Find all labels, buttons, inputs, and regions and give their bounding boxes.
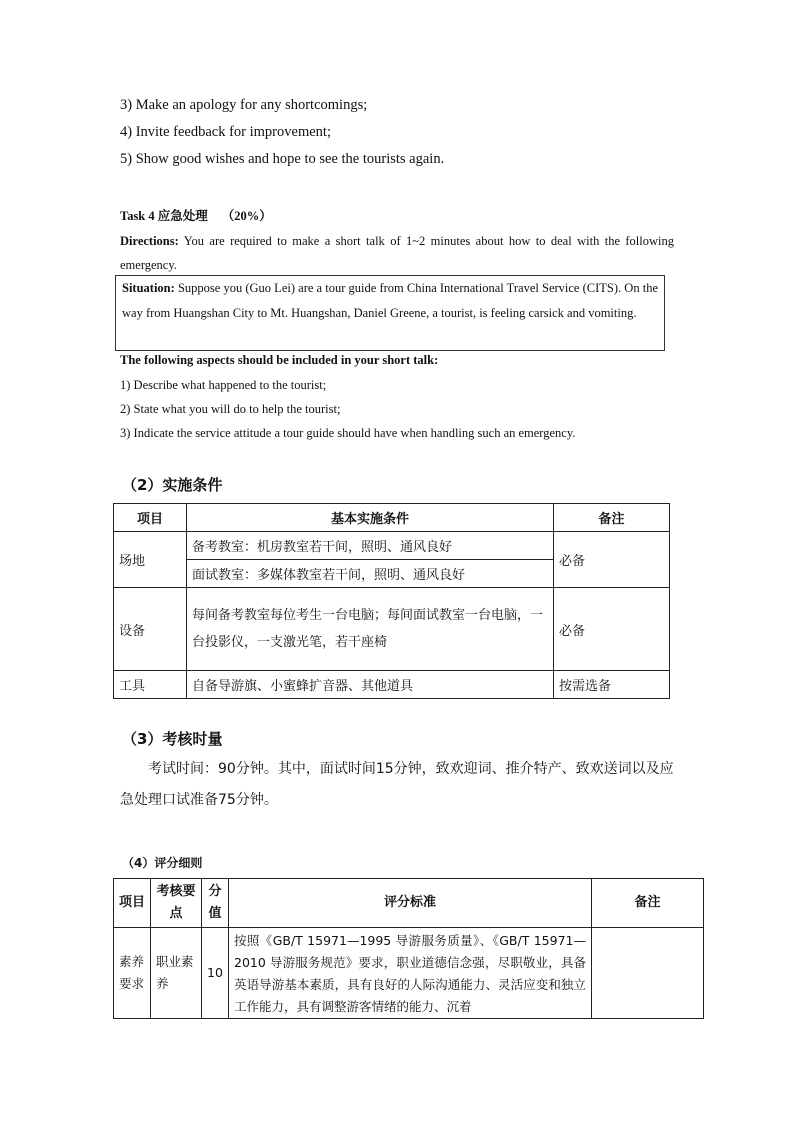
row-note (592, 928, 704, 1019)
header-standard: 评分标准 (229, 879, 592, 928)
header-note: 备注 (554, 504, 670, 532)
table-row (114, 928, 704, 1019)
header-score: 分值 (202, 879, 229, 928)
venue-note: 必备 (554, 532, 670, 588)
row-point: 职业素养 (151, 928, 202, 1019)
header-point: 考核要点 (151, 879, 202, 928)
venue-label: 场地 (114, 532, 187, 588)
situation-label: Situation: (122, 281, 175, 295)
aspect-item-3: 3) Indicate the service attitude a tour guide should have when handling such an emergency. (120, 426, 576, 440)
directions-label: Directions: (120, 234, 179, 248)
tool-label: 工具 (114, 671, 187, 699)
venue-row-2: 面试教室：多媒体教室若干间，照明、通风良好 (187, 560, 554, 588)
header-note: 备注 (592, 879, 704, 928)
section3-text: 考试时间：90分钟。其中，面试时间15分钟，致欢迎词、推介特产、致欢送词以及应急处理口试准备75分钟。 (120, 761, 674, 808)
aspect-item-2: 2) State what you will do to help the tourist; (120, 402, 341, 416)
situation-box (115, 275, 665, 351)
section3-heading: （3）考核时量 (122, 730, 223, 748)
aspect-item-1: 1) Describe what happened to the tourist; (120, 378, 327, 392)
list-item-3: 3) Make an apology for any shortcomings; (120, 97, 368, 113)
equip-note: 必备 (554, 588, 670, 671)
venue-row-1: 备考教室：机房教室若干间，照明、通风良好 (187, 532, 554, 560)
scoring-table (113, 878, 704, 1019)
task4-title (120, 206, 272, 224)
list-item-4: 4) Invite feedback for improvement; (120, 124, 331, 140)
table-row (114, 588, 670, 671)
header-conditions: 基本实施条件 (187, 504, 554, 532)
conditions-table (113, 503, 670, 699)
task4-pct: （20%） (221, 209, 272, 223)
header-item: 项目 (114, 879, 151, 928)
directions-text: You are required to make a short talk of 1~2 minutes about how to deal with the following emergency. (120, 234, 674, 272)
situation-text: Suppose you (Guo Lei) are a tour guide from China International Travel Service (CITS). On the way from Huangshan City to Mt. Huangshan, Daniel Greene, a tourist, is feeling carsick and vomiting. (122, 281, 658, 320)
section4-heading: （4）评分细则 (122, 856, 203, 870)
equip-label: 设备 (114, 588, 187, 671)
table-header-row (114, 879, 704, 928)
tool-note: 按需选备 (554, 671, 670, 699)
table-row (114, 671, 670, 699)
row-score: 10 (202, 928, 229, 1019)
equip-text: 每间备考教室每位考生一台电脑；每间面试教室一台电脑，一台投影仪，一支激光笔，若干座椅 (187, 588, 554, 671)
tool-text: 自备导游旗、小蜜蜂扩音器、其他道具 (187, 671, 554, 699)
table-row (114, 532, 670, 560)
row-item: 素养要求 (114, 928, 151, 1019)
table-header-row (114, 504, 670, 532)
list-item-5: 5) Show good wishes and hope to see the tourists again. (120, 151, 445, 167)
header-item: 项目 (114, 504, 187, 532)
row-standard: 按照《GB/T 15971—1995 导游服务质量》、《GB/T 15971—2010 导游服务规范》要求，职业道德信念强，尽职敬业，具备英语导游基本素质，具有良好的人际沟通能力、灵活应变和独立工作能力，具有调整游客情绪的能力、沉着 (229, 928, 592, 1019)
task4-directions (120, 229, 674, 277)
aspects-heading: The following aspects should be included in your short talk: (120, 353, 439, 367)
task4-title-text: Task 4 应急处理 (120, 209, 208, 223)
section2-heading: （2）实施条件 (122, 476, 223, 494)
